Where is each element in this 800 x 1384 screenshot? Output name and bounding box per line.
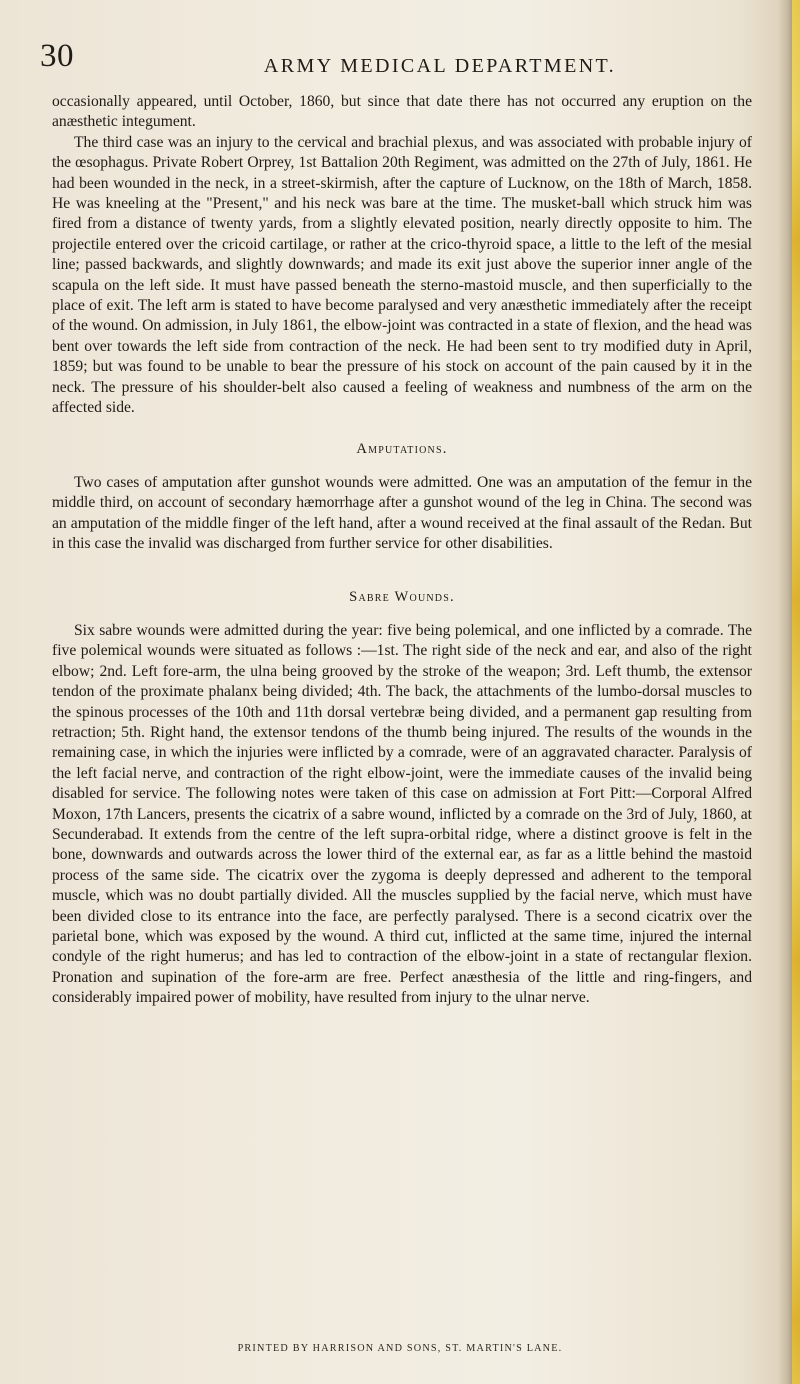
paragraph-1: occasionally appeared, until October, 1860, but since that date there has not occurred any eruption on the anæsthetic integument.: [52, 93, 752, 131]
paragraph-2: The third case was an injury to the cervical and brachial plexus, and was associated with probable injury of the œsophagus. Private Robert Orprey, 1st Battalion 20th Regiment, was admitted on the 27th of July, 1861. He had been wounded in the neck, in a street-skirmish, after the capture of Lucknow, on the 18th of March, 1858. He was kneeling at the "Present," and his neck was bare at the time. The musket-ball which struck him was fired from a distance of twenty yards, from a slightly elevated position, nearly directly opposite to him. The projectile entered over the cricoid cartilage, or rather at the crico-thyroid space, a little to the left of the mesial line; passed backwards, and slightly downwards; and made its exit just above the superior inner angle of the scapula on the left side. It must have passed beneath the sterno-mastoid muscle, and then superficially to the place of exit. The left arm is stated to have become paralysed and very anæsthetic immediately after the receipt of the wound. On admission, in July 1861, the elbow-joint was contracted in a state of flexion, and the head was bent over towards the left side from contraction of the neck. He had been sent to try modified duty in April, 1859; but was found to be unable to bear the pressure of his stock on account of the pain caused by it in the neck. The pressure of his shoulder-belt also caused a feeling of weakness and numbness of the arm on the affected side.: [52, 133, 752, 417]
page-number: 30: [40, 38, 74, 74]
sabre-wounds-heading: Sabre Wounds.: [349, 588, 455, 605]
running-head: ARMY MEDICAL DEPARTMENT.: [263, 55, 617, 77]
page-edge-strip: [792, 0, 800, 1384]
amputations-heading: Amputations.: [356, 440, 448, 457]
body-text: [52, 92, 752, 1009]
sabre-wounds-paragraph: Six sabre wounds were admitted during the year: five being polemical, and one inflicted by a comrade. The five polemical wounds were situated as follows :—1st. The right side of the neck and ear, and also of the right elbow; 2nd. Left fore-arm, the ulna being grooved by the stroke of the weapon; 3rd. Left thumb, the extensor tendon of the proximate phalanx being divided; 4th. The back, the attachments of the lumbo-dorsal muscles to the spinous processes of the 10th and 11th dorsal vertebræ being divided, and a permanent gap resulting from retraction; 5th. Right hand, the extensor tendons of the thumb being injured. The results of the wounds in the remaining case, in which the injuries were inflicted by a comrade, were of an aggravated character. Paralysis of the left facial nerve, and contraction of the right elbow-joint, were the immediate causes of the invalid being disabled for service. The following notes were taken of this case on admission at Fort Pitt:—Corporal Alfred Moxon, 17th Lancers, presents the cicatrix of a sabre wound, inflicted by a comrade on the 3rd of July, 1860, at Secunderabad. It extends from the centre of the left supra-orbital ridge, where a distinct groove is felt in the bone, downwards and outwards across the lower third of the external ear, as far as a little behind the mastoid process of the same side. The cicatrix over the zygoma is deeply depressed and adherent to the temporal muscle, which was no doubt partially divided. All the muscles supplied by the facial nerve, which must have been divided close to its entrance into the face, are perfectly paralysed. There is a second cicatrix over the parietal bone, which was exposed by the wound. A third cut, inflicted at the same time, injured the internal condyle of the right humerus; and has led to contraction of the elbow-joint in a state of rectangular flexion. Pronation and supination of the fore-arm are free. Perfect anæsthesia of the little and ring-fingers, and considerably impaired power of mobility, have resulted from injury to the ulnar nerve.: [52, 621, 752, 1007]
amputations-paragraph: Two cases of amputation after gunshot wounds were admitted. One was an amputation of the femur in the middle third, on account of secondary hæmorrhage after a gunshot wound of the leg in China. The second was an amputation of the middle finger of the left hand, after a wound received at the final assault of the Redan. But in this case the invalid was discharged from further service for other disabilities.: [52, 473, 752, 553]
printer-imprint: PRINTED BY HARRISON AND SONS, ST. MARTIN'S LANE.: [237, 1343, 563, 1354]
section-gap: [52, 555, 752, 567]
